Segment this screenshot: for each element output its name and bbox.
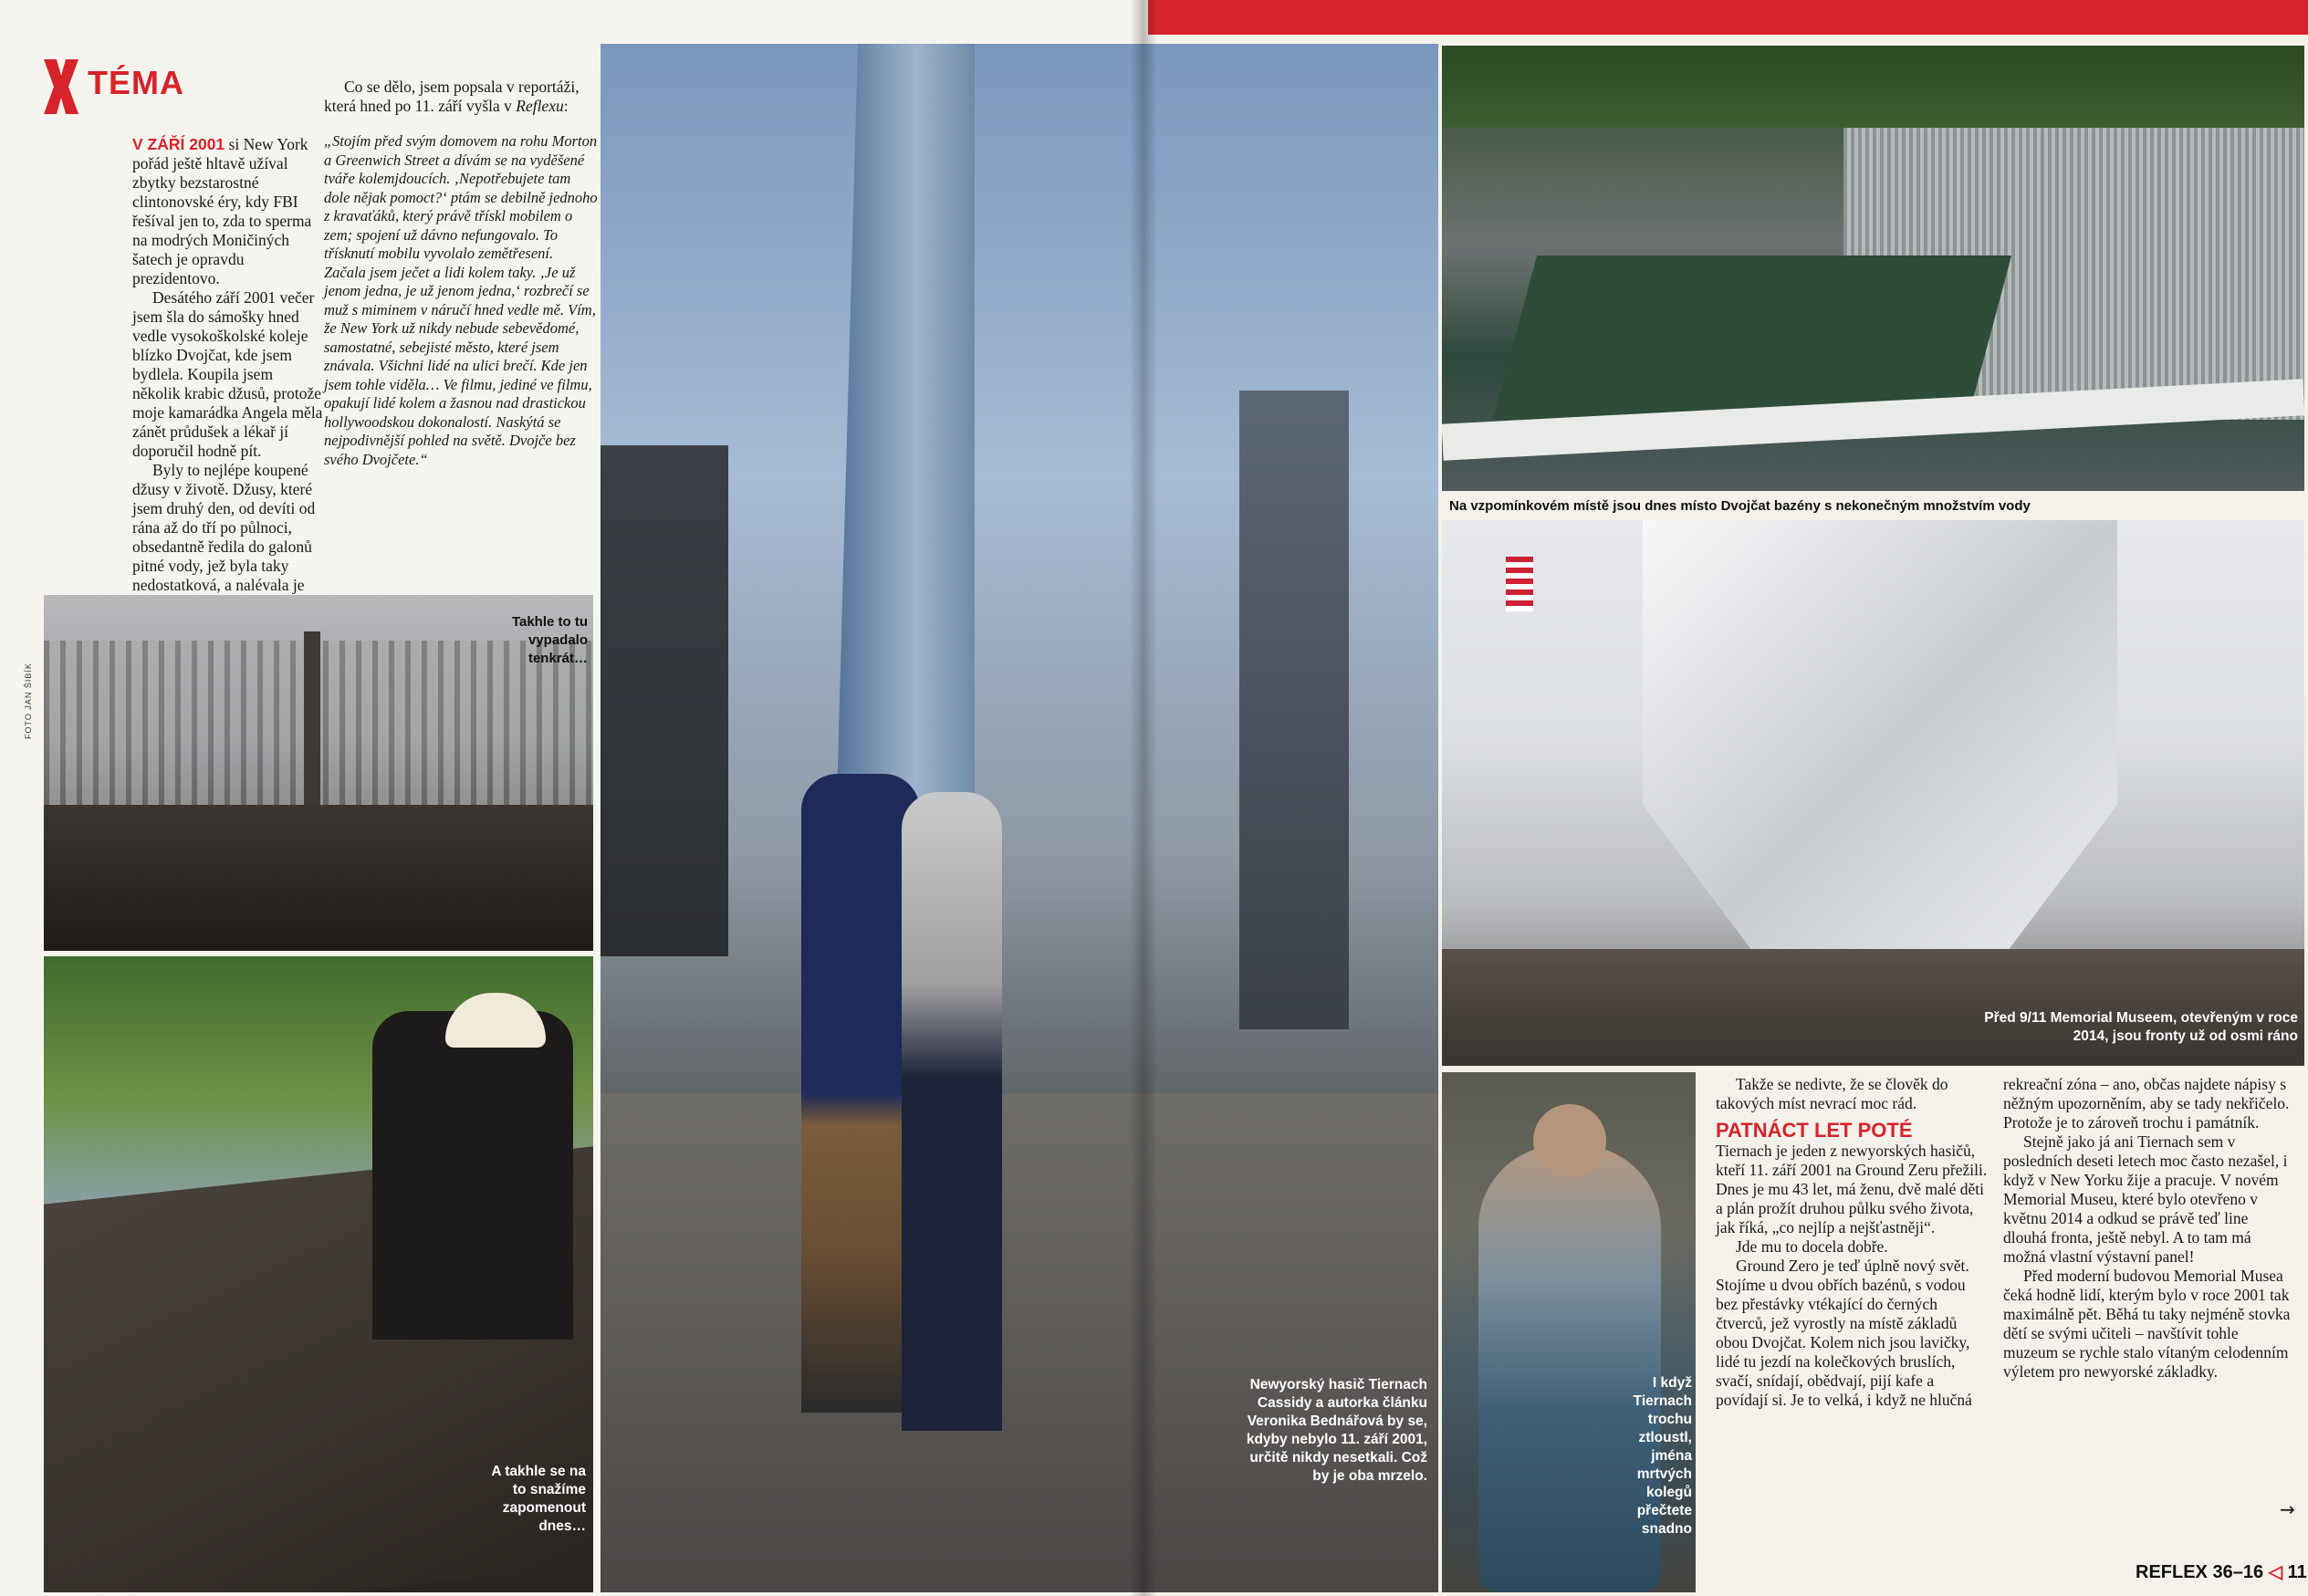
memorial-caption: A takhle se na to snažíme zapomenout dnes… [491, 1464, 586, 1534]
pool-photo [1442, 46, 2304, 491]
column3-paragraph-1: Tiernach je jeden z newyorských hasičů, kteří 11. září 2001 na Ground Zeru přežili. Dnes je mu 43 let, má ženu, dvě malé děti a plán prožít druhou půlku svého života, jak říká, „co nejlíp a nejšťastněji“. [1716, 1142, 1988, 1236]
museum-caption: Před 9/11 Memorial Museem, otevřeným v roce 2014, jsou fronty už od osmi ráno [1984, 1010, 2298, 1044]
pool-caption: Na vzpomínkovém místě jsou dnes místo Dvojčat bazény s nekonečným množstvím vody [1449, 498, 2031, 514]
tower-photo [600, 44, 1438, 1592]
ruins-caption: Takhle to tu vypadalo tenkrát… [511, 614, 588, 666]
article-column-4 [2003, 1075, 2291, 1382]
column4-paragraph-3: Před moderní budovou Memorial Musea čeká hodně lidí, kterým bylo v roce 2001 tak maximálně pět. Běhá tu taky nejméně stovka dětí se svými učiteli – navštívit tohle muzeum se rychle stalo vítaným celodenním výletem pro newyorské základky. [2003, 1267, 2291, 1381]
intro-column [132, 135, 324, 633]
column3-paragraph-3: Ground Zero je teď úplně nový svět. Stojíme u dvou obřích bazénů, s vodou bez přestávky vtékající do černých čtverců, jež vyrostly na místě základů obou Dvojčat. Kolem nich jsou lavičky, lidé tu jezdí na kolečkových bruslích, svačí, snídají, obědvají, pijí kafe a povídají si. Je to velká, i když ne hlučná [1716, 1257, 1972, 1409]
intro-paragraph-3: Byly to nejlépe koupené džusy v životě. Džusy, které jsem druhý den, od devíti od rána až do tří po půlnoci, obsedantně ředila do galonů pitné vody, jež byla taky nedostatková, a nalévala je [132, 461, 316, 594]
quote-intro-end: : [563, 97, 569, 115]
quote-intro [324, 78, 598, 116]
intro-paragraph-1 [132, 135, 324, 288]
quote-column [324, 78, 598, 469]
continue-arrow-icon: → [2280, 1498, 2295, 1520]
subheading: PATNÁCT LET POTÉ [1716, 1119, 1913, 1142]
top-red-bar [1148, 0, 2308, 35]
footer-triangle-icon: ◁ [2268, 1562, 2283, 1582]
reportage-quote: „Stojím před svým domovem na rohu Morton a Greenwich Street a dívám se na vyděšené tváře kolemjdoucích. ‚Nepotřebujete tam dole nějak pomoct?‘ ptám se debilně jednoho z kravaťáků, který právě třískl mobilem o zem; spojení už dávno nefungovalo. To třísknutí mobilu vyvolalo zemětřesení. Začala jsem ječet a lidi kolem taky. ‚Je už jenom jedna, je už jenom jedna,‘ rozbrečí se muž s miminem v náručí hned vedle mě. Vím, že New York už nikdy nebude sebevědomé, samostatné, sebejisté město, které jsem znávala. Všichni lidé na ulici brečí. Kde jen jsem tohle viděla… Ve filmu, jediné ve filmu, opakují lidé kolem a žasnou nad drastickou hollywoodskou dokonalostí. Naskýtá se nejpodivnější pohled na světě. Dvojče bez svého Dvojčete.“ [324, 132, 598, 468]
page-gutter [1130, 0, 1157, 1596]
intro-text-1: si New York pořád ještě hltavě užíval zbytky bezstarostné clintonovské éry, kdy FBI řešíval jen to, zda to sperma na modrých Moničiných šatech je opravdu prezidentovo. [132, 135, 312, 287]
intro-lead: V ZÁŘÍ 2001 [132, 135, 225, 153]
footer-magazine: REFLEX 36–16 [2136, 1562, 2264, 1582]
tattoo-caption: I když Tiernach trochu ztloustl, jména mrtvých kolegů přečtete snadno [1633, 1375, 1692, 1537]
column4-paragraph-2: Stejně jako já ani Tiernach sem v posledních deseti letech moc často nezašel, i když v New Yorku žije a pracuje. V novém Memorial Museu, které bylo otevřeno v květnu 2014 a odkud se právě teď line dlouhá fronta, ještě nebyl. A to tam má možná vlastní výstavní panel! [2003, 1132, 2288, 1266]
magazine-name: Reflexu [516, 97, 564, 115]
photo-credit: FOTO JAN ŠIBÍK [24, 662, 33, 739]
x-logo-icon [44, 59, 78, 114]
tower-caption: Newyorský hasič Tiernach Cassidy a autorka článku Veronika Bednářová by se, kdyby nebylo 11. září 2001, určitě nikdy nesetkali. Což by je oba mrzelo. [1246, 1377, 1427, 1484]
page-number: 11 [2287, 1562, 2307, 1582]
column3-opening: Takže se nedivte, že se člověk do takových míst nevrací moc rád. [1716, 1075, 1948, 1112]
intro-paragraph-2: Desátého září 2001 večer jsem šla do sámošky hned vedle vysokoškolské koleje blízko Dvojčat, kde jsem bydlela. Koupila jsem několik krabic džusů, protože moje kamarádka Angela měla zánět průdušek a lékař jí doporučil hodně pít. [132, 288, 323, 460]
article-column-3 [1716, 1075, 1989, 1410]
page-footer [2136, 1560, 2307, 1583]
section-label: TÉMA [88, 64, 184, 101]
museum-photo [1442, 520, 2304, 1066]
column4-paragraph-1: rekreační zóna – ano, občas najdete nápisy s něžným upozorněním, aby se tady nekřičelo. Protože je to zároveň trochu i památník. [2003, 1075, 2290, 1132]
column3-paragraph-2: Jde mu to docela dobře. [1736, 1237, 1888, 1256]
quote-intro-text: Co se dělo, jsem popsala v reportáži, která hned po 11. září vyšla v [324, 78, 580, 115]
